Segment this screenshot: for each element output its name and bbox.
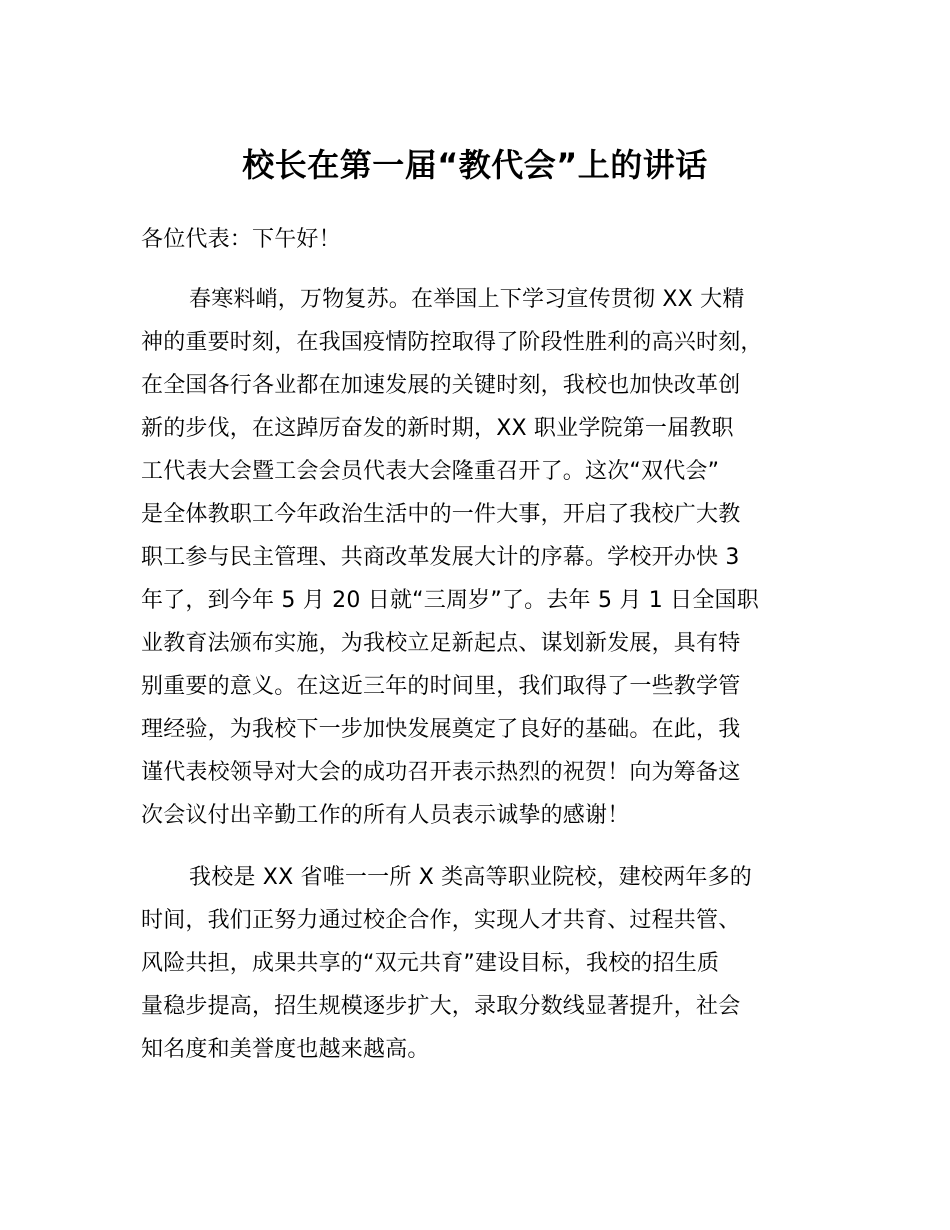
paragraph-1 <box>141 278 836 837</box>
paragraph-line: 谨代表校领导对大会的成功召开表示热烈的祝贺！向为筹备这 <box>141 760 741 785</box>
paragraph-line: 职工参与民主管理、共商改革发展大计的序幕。学校开办快 3 <box>141 545 740 570</box>
paragraph-line: 知名度和美誉度也越来越高。 <box>141 1037 430 1062</box>
paragraph-line: 神的重要时刻，在我国疫情防控取得了阶段性胜利的高兴时刻， <box>141 330 763 355</box>
paragraph-line: 是全体教职工今年政治生活中的一件大事，开启了我校广大教 <box>141 502 741 527</box>
paragraph-line: 业教育法颁布实施，为我校立足新起点、谋划新发展，具有特 <box>141 631 741 656</box>
paragraph-line: 春寒料峭，万物复苏。在举国上下学习宣传贯彻 XX 大精 <box>189 287 745 312</box>
greeting-line: 各位代表：下午好！ <box>141 227 341 252</box>
paragraph-line: 年了，到今年 5 月 20 日就“三周岁”了。去年 5 月 1 日全国职 <box>141 588 759 613</box>
paragraph-line: 新的步伐，在这踔厉奋发的新时期，XX 职业学院第一届教职 <box>141 416 734 441</box>
paragraph-line: 工代表大会暨工会会员代表大会隆重召开了。这次“双代会” <box>141 459 720 484</box>
paragraph-line: 别重要的意义。在这近三年的时间里，我们取得了一些教学管 <box>141 674 741 699</box>
paragraph-line: 风险共担，成果共享的“双元共育”建设目标，我校的招生质 <box>141 951 720 976</box>
document-title: 校长在第一届“教代会”上的讲话 <box>242 146 708 184</box>
paragraph-line: 在全国各行各业都在加速发展的关键时刻，我校也加快改革创 <box>141 373 741 398</box>
paragraph-line: 我校是 XX 省唯一一所 X 类高等职业院校，建校两年多的 <box>189 865 752 890</box>
paragraph-2 <box>141 856 836 1071</box>
paragraph-line: 时间，我们正努力通过校企合作，实现人才共育、过程共管、 <box>141 908 741 933</box>
paragraph-line: 理经验，为我校下一步加快发展奠定了良好的基础。在此，我 <box>141 717 741 742</box>
paragraph-line: 量稳步提高，招生规模逐步扩大，录取分数线显著提升，社会 <box>141 994 741 1019</box>
paragraph-line: 次会议付出辛勤工作的所有人员表示诚挚的感谢！ <box>141 803 630 828</box>
